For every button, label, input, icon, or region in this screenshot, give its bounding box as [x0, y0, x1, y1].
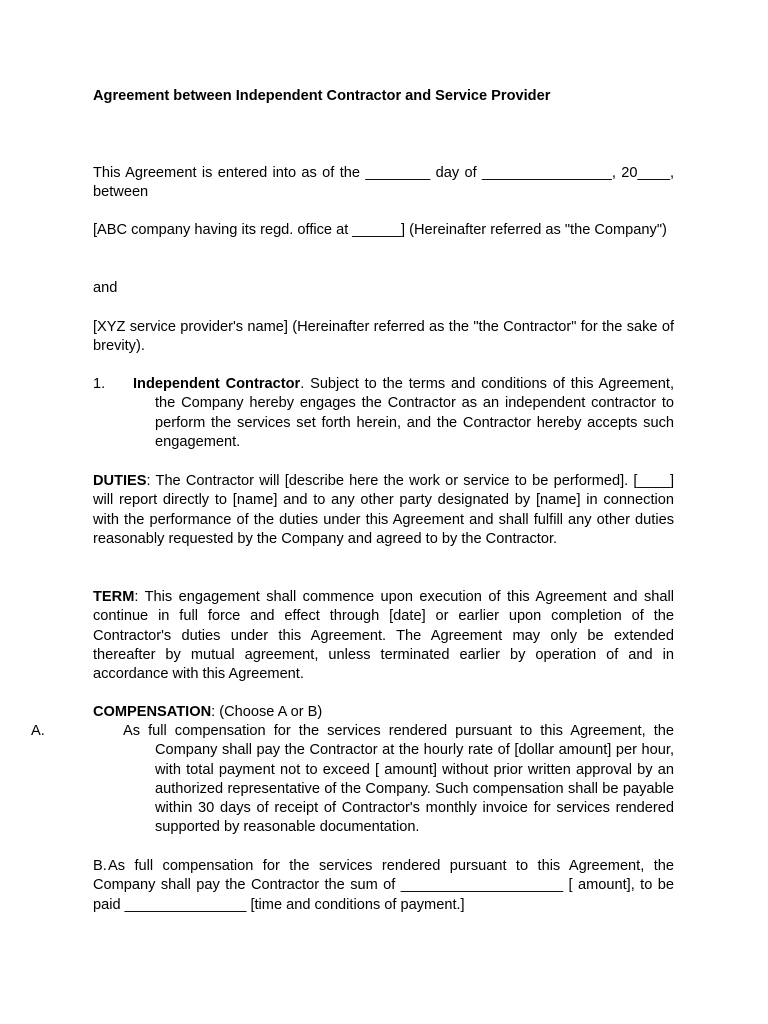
party-company-paragraph: [ABC company having its regd. office at ______] (Hereinafter referred as "the Company") [93, 222, 667, 238]
compensation-option-a [31, 722, 674, 838]
compensation-heading: COMPENSATION [93, 704, 212, 720]
section-1-text: . Subject to the terms and conditions of this Agreement, the Company hereby engages the Contractor as an independent contractor to perform the services set forth herein, and the Contractor hereby accepts such engagement. [155, 376, 674, 450]
option-b-text: As full compensation for the services rendered pursuant to this Agreement, the Company shall pay the Contractor the sum of ____________________ [ amount], to be paid _______________ [time and conditions of payment.] [93, 858, 674, 913]
duties-text: : The Contractor will [describe here the work or service to be performed]. [____] will report directly to [name] and to any other party designated by [name] in connection with the performance of the duties under this Agreement and shall fulfill any other duties reasonably requested by the Company and agreed to by the Contractor. [93, 473, 674, 547]
term-paragraph [93, 588, 674, 684]
conjunction-text: and [93, 280, 118, 296]
party-contractor-paragraph: [XYZ service provider's name] (Hereinafter referred as the "the Contractor" for the sake of brevity). [93, 319, 674, 355]
compensation-text: : (Choose A or B) [211, 704, 323, 720]
option-a-text: As full compensation for the services rendered pursuant to this Agreement, the Company shall pay the Contractor at the hourly rate of [dollar amount] per hour, with total payment not to exceed [ amount] without prior written approval by an authorized representative of the Company. Such compensation shall be payable within 30 days of receipt of Contractor's monthly invoice for services rendered supported by reasonable documentation. [123, 723, 674, 836]
document-title: Agreement between Independent Contractor and Service Provider [93, 88, 551, 104]
section-1-paragraph [133, 375, 674, 452]
duties-heading: DUTIES [93, 473, 147, 489]
option-a-label: A. [31, 723, 45, 739]
term-heading: TERM [93, 589, 135, 605]
section-1-number: 1. [93, 376, 106, 392]
compensation-paragraph [93, 703, 674, 722]
option-b-label: B. [93, 858, 107, 874]
section-1-heading: Independent Contractor [133, 376, 301, 392]
duties-paragraph [93, 472, 674, 549]
term-text: : This engagement shall commence upon execution of this Agreement and shall continue in full force and effect through [date] or earlier upon completion of the Contractor's duties under this Agreement. The Agreement may only be extended thereafter by mutual agreement, unless terminated earlier by operation of and in accordance with this Agreement. [93, 589, 674, 683]
intro-paragraph: This Agreement is entered into as of the ________ day of ________________, 20____, between [93, 165, 674, 201]
compensation-option-b [93, 857, 674, 915]
